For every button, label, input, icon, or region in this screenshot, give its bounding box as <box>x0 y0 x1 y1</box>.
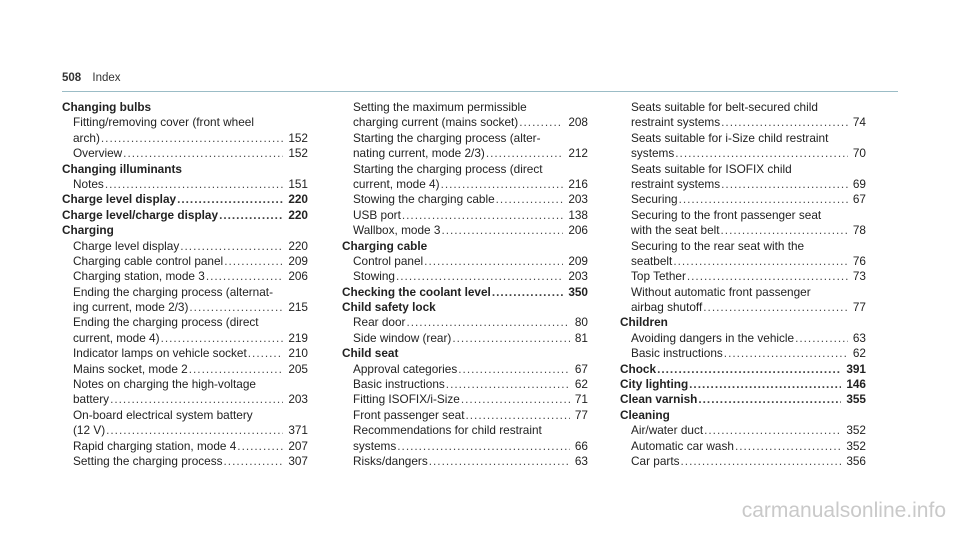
entry-text: Seats suitable for ISOFIX child <box>631 161 792 176</box>
index-entry <box>62 439 308 454</box>
page-reference: 307 <box>288 453 308 468</box>
page-reference: 391 <box>846 361 866 376</box>
index-entry <box>342 115 588 130</box>
index-entry <box>342 331 588 346</box>
entry-text: Risks/dangers <box>353 453 428 468</box>
leader-dots <box>458 362 570 377</box>
leader-dots <box>110 392 283 407</box>
watermark: carmanualsonline.info <box>741 499 946 522</box>
index-heading <box>62 223 308 238</box>
entry-text: Charging <box>62 223 114 238</box>
index-heading <box>620 392 866 407</box>
page-reference: 212 <box>568 146 588 161</box>
page-reference: 207 <box>288 438 308 453</box>
entry-text: Securing <box>631 192 678 207</box>
leader-dots <box>397 439 570 454</box>
entry-text: Child seat <box>342 346 399 361</box>
page-reference: 206 <box>568 223 588 238</box>
entry-text: Clean varnish <box>620 392 698 407</box>
index-entry <box>62 285 308 300</box>
index-entry <box>620 239 866 254</box>
index-entry <box>342 100 588 115</box>
leader-dots <box>101 131 283 146</box>
entry-text: Overview <box>73 146 123 161</box>
entry-text: Charge level/charge display <box>62 207 219 222</box>
index-entry <box>342 408 588 423</box>
entry-text: ing current, mode 2/3) <box>73 300 189 315</box>
index-column-1 <box>62 100 308 469</box>
leader-dots <box>721 115 848 130</box>
index-entry <box>342 269 588 284</box>
entry-text: Indicator lamps on vehicle socket <box>73 346 247 361</box>
page-number: 508 <box>62 72 82 84</box>
index-heading <box>342 300 588 315</box>
leader-dots <box>724 346 848 361</box>
entry-text: Cleaning <box>620 407 670 422</box>
leader-dots <box>402 208 563 223</box>
index-entry <box>62 362 308 377</box>
leader-dots <box>492 285 564 300</box>
index-entry <box>620 115 866 130</box>
index-entry <box>620 439 866 454</box>
leader-dots <box>721 177 848 192</box>
entry-text: Front passenger seat <box>353 407 465 422</box>
index-entry <box>620 100 866 115</box>
index-heading <box>620 408 866 423</box>
leader-dots <box>180 239 283 254</box>
index-entry <box>620 208 866 223</box>
entry-text: Recommendations for child restraint <box>353 423 542 438</box>
index-entry <box>342 177 588 192</box>
entry-text: Notes on charging the high-voltage <box>73 377 256 392</box>
entry-text: (12 V) <box>73 423 106 438</box>
page-reference: 219 <box>288 330 308 345</box>
leader-dots <box>177 192 283 207</box>
index-entry <box>620 131 866 146</box>
page-reference: 352 <box>846 438 866 453</box>
leader-dots <box>105 177 283 192</box>
entry-text: Basic instructions <box>631 346 723 361</box>
leader-dots <box>123 146 283 161</box>
index-entry <box>620 146 866 161</box>
entry-text: Securing to the rear seat with the <box>631 238 805 253</box>
leader-dots <box>795 331 848 346</box>
page-reference: 371 <box>288 423 308 438</box>
index-entry <box>62 239 308 254</box>
index-heading <box>62 192 308 207</box>
page-reference: 70 <box>852 146 866 161</box>
leader-dots <box>465 408 569 423</box>
entry-text: charging current (mains socket) <box>353 115 519 130</box>
entry-text: Fitting ISOFIX/i-Size <box>353 392 460 407</box>
leader-dots <box>406 315 569 330</box>
entry-text: Changing bulbs <box>62 100 152 114</box>
leader-dots <box>441 177 564 192</box>
page-reference: 77 <box>574 407 588 422</box>
index-entry <box>620 192 866 207</box>
index-entry <box>342 362 588 377</box>
entry-text: current, mode 4) <box>73 330 160 345</box>
page-reference: 78 <box>852 223 866 238</box>
page-reference: 203 <box>568 192 588 207</box>
page-reference: 220 <box>288 192 308 207</box>
page-reference: 205 <box>288 361 308 376</box>
entry-text: with the seat belt <box>631 223 720 238</box>
page-reference: 152 <box>288 146 308 161</box>
entry-text: Air/water duct <box>631 423 704 438</box>
page-reference: 63 <box>852 330 866 345</box>
index-entry <box>620 331 866 346</box>
page-reference: 355 <box>846 392 866 407</box>
entry-text: Starting the charging process (direct <box>353 161 543 176</box>
leader-dots <box>486 146 564 161</box>
page-reference: 209 <box>288 253 308 268</box>
page-reference: 210 <box>288 346 308 361</box>
index-entry <box>62 454 308 469</box>
leader-dots <box>704 423 841 438</box>
index-entry <box>620 285 866 300</box>
entry-text: nating current, mode 2/3) <box>353 146 485 161</box>
index-column-3 <box>620 100 866 469</box>
leader-dots <box>519 115 563 130</box>
entry-text: systems <box>631 146 675 161</box>
page-reference: 352 <box>846 423 866 438</box>
entry-text: Control panel <box>353 253 424 268</box>
entry-text: Seats suitable for belt-secured child <box>631 100 818 114</box>
leader-dots <box>189 300 283 315</box>
page-reference: 67 <box>574 361 588 376</box>
page-reference: 208 <box>568 115 588 130</box>
entry-text: Automatic car wash <box>631 438 734 453</box>
entry-text: Securing to the front passenger seat <box>631 207 822 222</box>
index-heading <box>620 362 866 377</box>
index-entry <box>342 131 588 146</box>
page-reference: 206 <box>288 269 308 284</box>
index-entry <box>620 223 866 238</box>
index-entry <box>620 300 866 315</box>
page-reference: 66 <box>574 438 588 453</box>
entry-text: Children <box>620 315 668 330</box>
index-entry <box>62 269 308 284</box>
leader-dots <box>237 439 283 454</box>
entry-text: Setting the maximum permissible <box>353 100 527 114</box>
page-reference: 356 <box>846 453 866 468</box>
index-entry <box>342 439 588 454</box>
index-entry <box>620 162 866 177</box>
entry-text: Checking the coolant level <box>342 284 491 299</box>
page-reference: 62 <box>852 346 866 361</box>
page-reference: 73 <box>852 269 866 284</box>
leader-dots <box>446 377 570 392</box>
entry-text: Starting the charging process (alter- <box>353 130 541 145</box>
entry-text: Child safety lock <box>342 300 436 315</box>
leader-dots <box>703 300 848 315</box>
page-reference: 215 <box>288 300 308 315</box>
section-title: Index <box>92 72 121 84</box>
leader-dots <box>657 362 841 377</box>
leader-dots <box>224 254 283 269</box>
leader-dots <box>189 362 284 377</box>
index-heading <box>62 208 308 223</box>
index-entry <box>620 423 866 438</box>
entry-text: Fitting/removing cover (front wheel <box>73 115 254 130</box>
leader-dots <box>106 423 283 438</box>
entry-text: Charging station, mode 3 <box>73 269 205 284</box>
entry-text: Car parts <box>631 453 680 468</box>
index-entry <box>342 208 588 223</box>
index-entry <box>62 177 308 192</box>
index-entry <box>342 423 588 438</box>
leader-dots <box>721 223 848 238</box>
page-header <box>62 72 121 84</box>
entry-text: Notes <box>73 176 104 191</box>
index-entry <box>342 377 588 392</box>
entry-text: Basic instructions <box>353 377 445 392</box>
leader-dots <box>679 192 848 207</box>
index-entry <box>62 146 308 161</box>
header-divider <box>62 91 898 92</box>
leader-dots <box>424 254 563 269</box>
entry-text: City lighting <box>620 377 689 392</box>
leader-dots <box>689 377 841 392</box>
leader-dots <box>429 454 570 469</box>
index-heading <box>620 315 866 330</box>
index-entry <box>620 177 866 192</box>
index-entry <box>62 346 308 361</box>
leader-dots <box>675 146 848 161</box>
page-reference: 69 <box>852 176 866 191</box>
page-reference: 209 <box>568 253 588 268</box>
leader-dots <box>735 439 841 454</box>
page-reference: 138 <box>568 207 588 222</box>
entry-text: restraint systems <box>631 176 721 191</box>
entry-text: Stowing <box>353 269 395 284</box>
entry-text: Setting the charging process <box>73 453 223 468</box>
page-reference: 80 <box>574 315 588 330</box>
page-reference: 76 <box>852 253 866 268</box>
page-reference: 216 <box>568 176 588 191</box>
page-reference: 81 <box>574 330 588 345</box>
leader-dots <box>673 254 848 269</box>
page-reference: 77 <box>852 300 866 315</box>
index-entry <box>620 454 866 469</box>
page-reference: 146 <box>846 377 866 392</box>
entry-text: Chock <box>620 361 657 376</box>
index-column-2 <box>342 100 588 469</box>
entry-text: current, mode 4) <box>353 176 440 191</box>
page-reference: 350 <box>568 284 588 299</box>
index-entry <box>62 315 308 330</box>
entry-text: Wallbox, mode 3 <box>353 223 441 238</box>
entry-text: Charging cable control panel <box>73 253 224 268</box>
entry-text: battery <box>73 392 110 407</box>
entry-text: Rapid charging station, mode 4 <box>73 438 237 453</box>
page-reference: 220 <box>288 207 308 222</box>
index-entry <box>62 423 308 438</box>
leader-dots <box>698 392 841 407</box>
leader-dots <box>461 392 570 407</box>
index-entry <box>342 392 588 407</box>
entry-text: Top Tether <box>631 269 686 284</box>
index-entry <box>62 392 308 407</box>
page-reference: 220 <box>288 238 308 253</box>
entry-text: systems <box>353 438 397 453</box>
leader-dots <box>206 269 284 284</box>
entry-text: Charge level display <box>73 238 180 253</box>
entry-text: Approval categories <box>353 361 458 376</box>
index-entry <box>62 115 308 130</box>
entry-text: Ending the charging process (direct <box>73 315 259 330</box>
page-reference: 74 <box>852 115 866 130</box>
index-entry <box>342 315 588 330</box>
index-heading <box>620 377 866 392</box>
index-entry <box>620 269 866 284</box>
entry-text: USB port <box>353 207 401 222</box>
leader-dots <box>161 331 284 346</box>
entry-text: Charge level display <box>62 192 177 207</box>
index-entry <box>342 223 588 238</box>
index-entry <box>342 254 588 269</box>
leader-dots <box>219 208 283 223</box>
leader-dots <box>496 192 564 207</box>
index-entry <box>62 408 308 423</box>
index-entry <box>62 331 308 346</box>
leader-dots <box>224 454 284 469</box>
leader-dots <box>687 269 848 284</box>
index-heading <box>62 100 308 115</box>
entry-text: restraint systems <box>631 115 721 130</box>
index-entry <box>342 454 588 469</box>
page-reference: 203 <box>568 269 588 284</box>
leader-dots <box>441 223 563 238</box>
entry-text: Ending the charging process (alternat- <box>73 284 274 299</box>
index-heading <box>342 239 588 254</box>
entry-text: Mains socket, mode 2 <box>73 361 188 376</box>
index-entry <box>62 300 308 315</box>
index-heading <box>62 162 308 177</box>
index-entry <box>62 254 308 269</box>
index-heading <box>342 346 588 361</box>
entry-text: Stowing the charging cable <box>353 192 495 207</box>
index-entry <box>62 377 308 392</box>
index-entry <box>342 162 588 177</box>
index-entry <box>62 131 308 146</box>
page-reference: 152 <box>288 130 308 145</box>
entry-text: On-board electrical system battery <box>73 407 253 422</box>
leader-dots <box>396 269 563 284</box>
entry-text: Without automatic front passenger <box>631 284 811 299</box>
leader-dots <box>452 331 570 346</box>
entry-text: arch) <box>73 130 100 145</box>
entry-text: Seats suitable for i-Size child restraint <box>631 130 829 145</box>
index-entry <box>620 254 866 269</box>
page-reference: 203 <box>288 392 308 407</box>
entry-text: Rear door <box>353 315 406 330</box>
index-entry <box>342 146 588 161</box>
entry-text: Side window (rear) <box>353 330 452 345</box>
page-reference: 62 <box>574 377 588 392</box>
entry-text: airbag shutoff <box>631 300 703 315</box>
page-reference: 67 <box>852 192 866 207</box>
index-entry <box>342 192 588 207</box>
entry-text: Avoiding dangers in the vehicle <box>631 330 795 345</box>
leader-dots <box>248 346 284 361</box>
index-heading <box>342 285 588 300</box>
entry-text: Charging cable <box>342 238 428 253</box>
entry-text: Changing illuminants <box>62 161 182 176</box>
leader-dots <box>681 454 842 469</box>
page-reference: 71 <box>574 392 588 407</box>
page-reference: 63 <box>574 453 588 468</box>
page-reference: 151 <box>288 176 308 191</box>
entry-text: seatbelt <box>631 253 673 268</box>
index-entry <box>620 346 866 361</box>
